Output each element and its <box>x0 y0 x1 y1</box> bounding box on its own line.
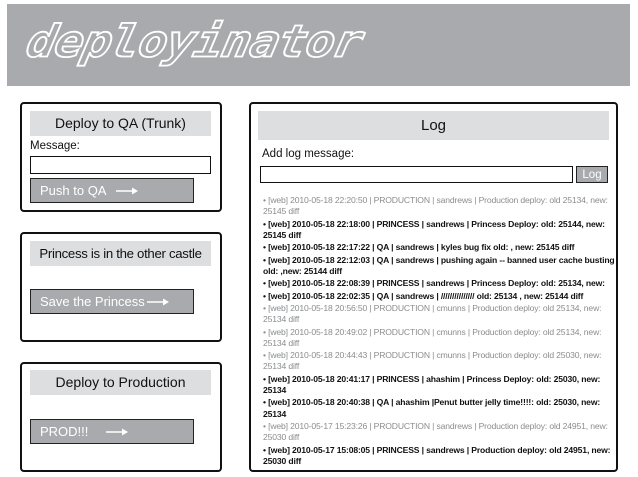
arrow-right-icon <box>106 427 130 437</box>
production-heading: Deploy to Production <box>30 370 211 395</box>
log-entry: • [web] 2010-05-18 22:02:35 | QA | sandrews | /////////////// old: 25134 , new: 25144 diff <box>263 290 584 301</box>
arrow-right-icon <box>116 186 140 196</box>
add-log-label: Add log message: <box>262 148 355 160</box>
princess-heading: Princess is in the other castle <box>30 241 211 266</box>
push-to-qa-button[interactable] <box>30 178 194 203</box>
log-entry: • [web] 2010-05-18 20:44:43 | PRODUCTION | cmunns | Production deploy: old 25030, new: 25134 diff <box>263 350 602 372</box>
header-banner <box>7 4 630 86</box>
log-entry: • [web] 2010-05-17 15:08:05 | PRINCESS | sandrews | Production deploy: old 24951, new: 25030 diff <box>263 444 611 466</box>
log-entries <box>263 195 615 468</box>
log-heading: Log <box>258 111 609 140</box>
log-entry: • [web] 2010-05-18 20:41:17 | PRINCESS | ahashim | Princess Deploy: old: 25030, new: 25134 <box>263 373 601 395</box>
app-logo: deployinator <box>22 16 368 68</box>
log-entry: • [web] 2010-05-18 22:17:22 | QA | sandrews | kyles bug fix old: , new: 25145 diff <box>263 242 575 253</box>
save-princess-label: Save the Princess <box>40 294 145 309</box>
log-entry: • [web] 2010-05-18 20:40:38 | QA | ahashim |Penut butter jelly time!!!!: old: 25030, new: 25134 <box>263 397 601 419</box>
log-message-input[interactable] <box>260 166 573 183</box>
deploy-qa-heading: Deploy to QA (Trunk) <box>30 111 211 136</box>
log-entry: • [web] 2010-05-18 20:49:02 | PRODUCTION | cmunns | Production deploy: old 25134, new: 25134 diff <box>263 326 602 348</box>
message-label: Message: <box>30 140 80 152</box>
log-entry: • [web] 2010-05-17 15:23:26 | PRODUCTION | sandrews | Production deploy: old 24951, new: 25030 diff <box>263 420 608 443</box>
arrow-right-icon <box>147 297 171 307</box>
qa-message-input[interactable] <box>30 156 211 174</box>
log-entry: • [web] 2010-05-18 22:12:03 | QA | sandrews | pushing again -- banned user cache busting old: ,new: 25144 diff <box>263 254 615 276</box>
log-submit-button[interactable]: Log <box>576 166 608 183</box>
log-entry: • [web] 2010-05-18 22:18:00 | PRINCESS | sandrews | Princess Deploy: old: 25144, new: 25145 diff <box>263 218 605 240</box>
prod-deploy-label: PROD!!! <box>40 424 89 439</box>
log-entry: • [web] 2010-05-18 20:56:50 | PRODUCTION | cmunns | Production deploy: old 25134, new: 25134 diff <box>263 302 602 325</box>
save-princess-button[interactable] <box>30 289 194 314</box>
push-to-qa-label: Push to QA <box>40 183 107 198</box>
log-entry: • [web] 2010-05-18 22:08:39 | PRINCESS | sandrews | Princess Deploy: old: 25134, new: <box>263 278 605 289</box>
log-entry: • [web] 2010-05-18 22:20:50 | PRODUCTION | sandrews | Production deploy: old 25134, new: 25145 diff <box>263 195 608 217</box>
prod-deploy-button[interactable] <box>30 419 194 444</box>
